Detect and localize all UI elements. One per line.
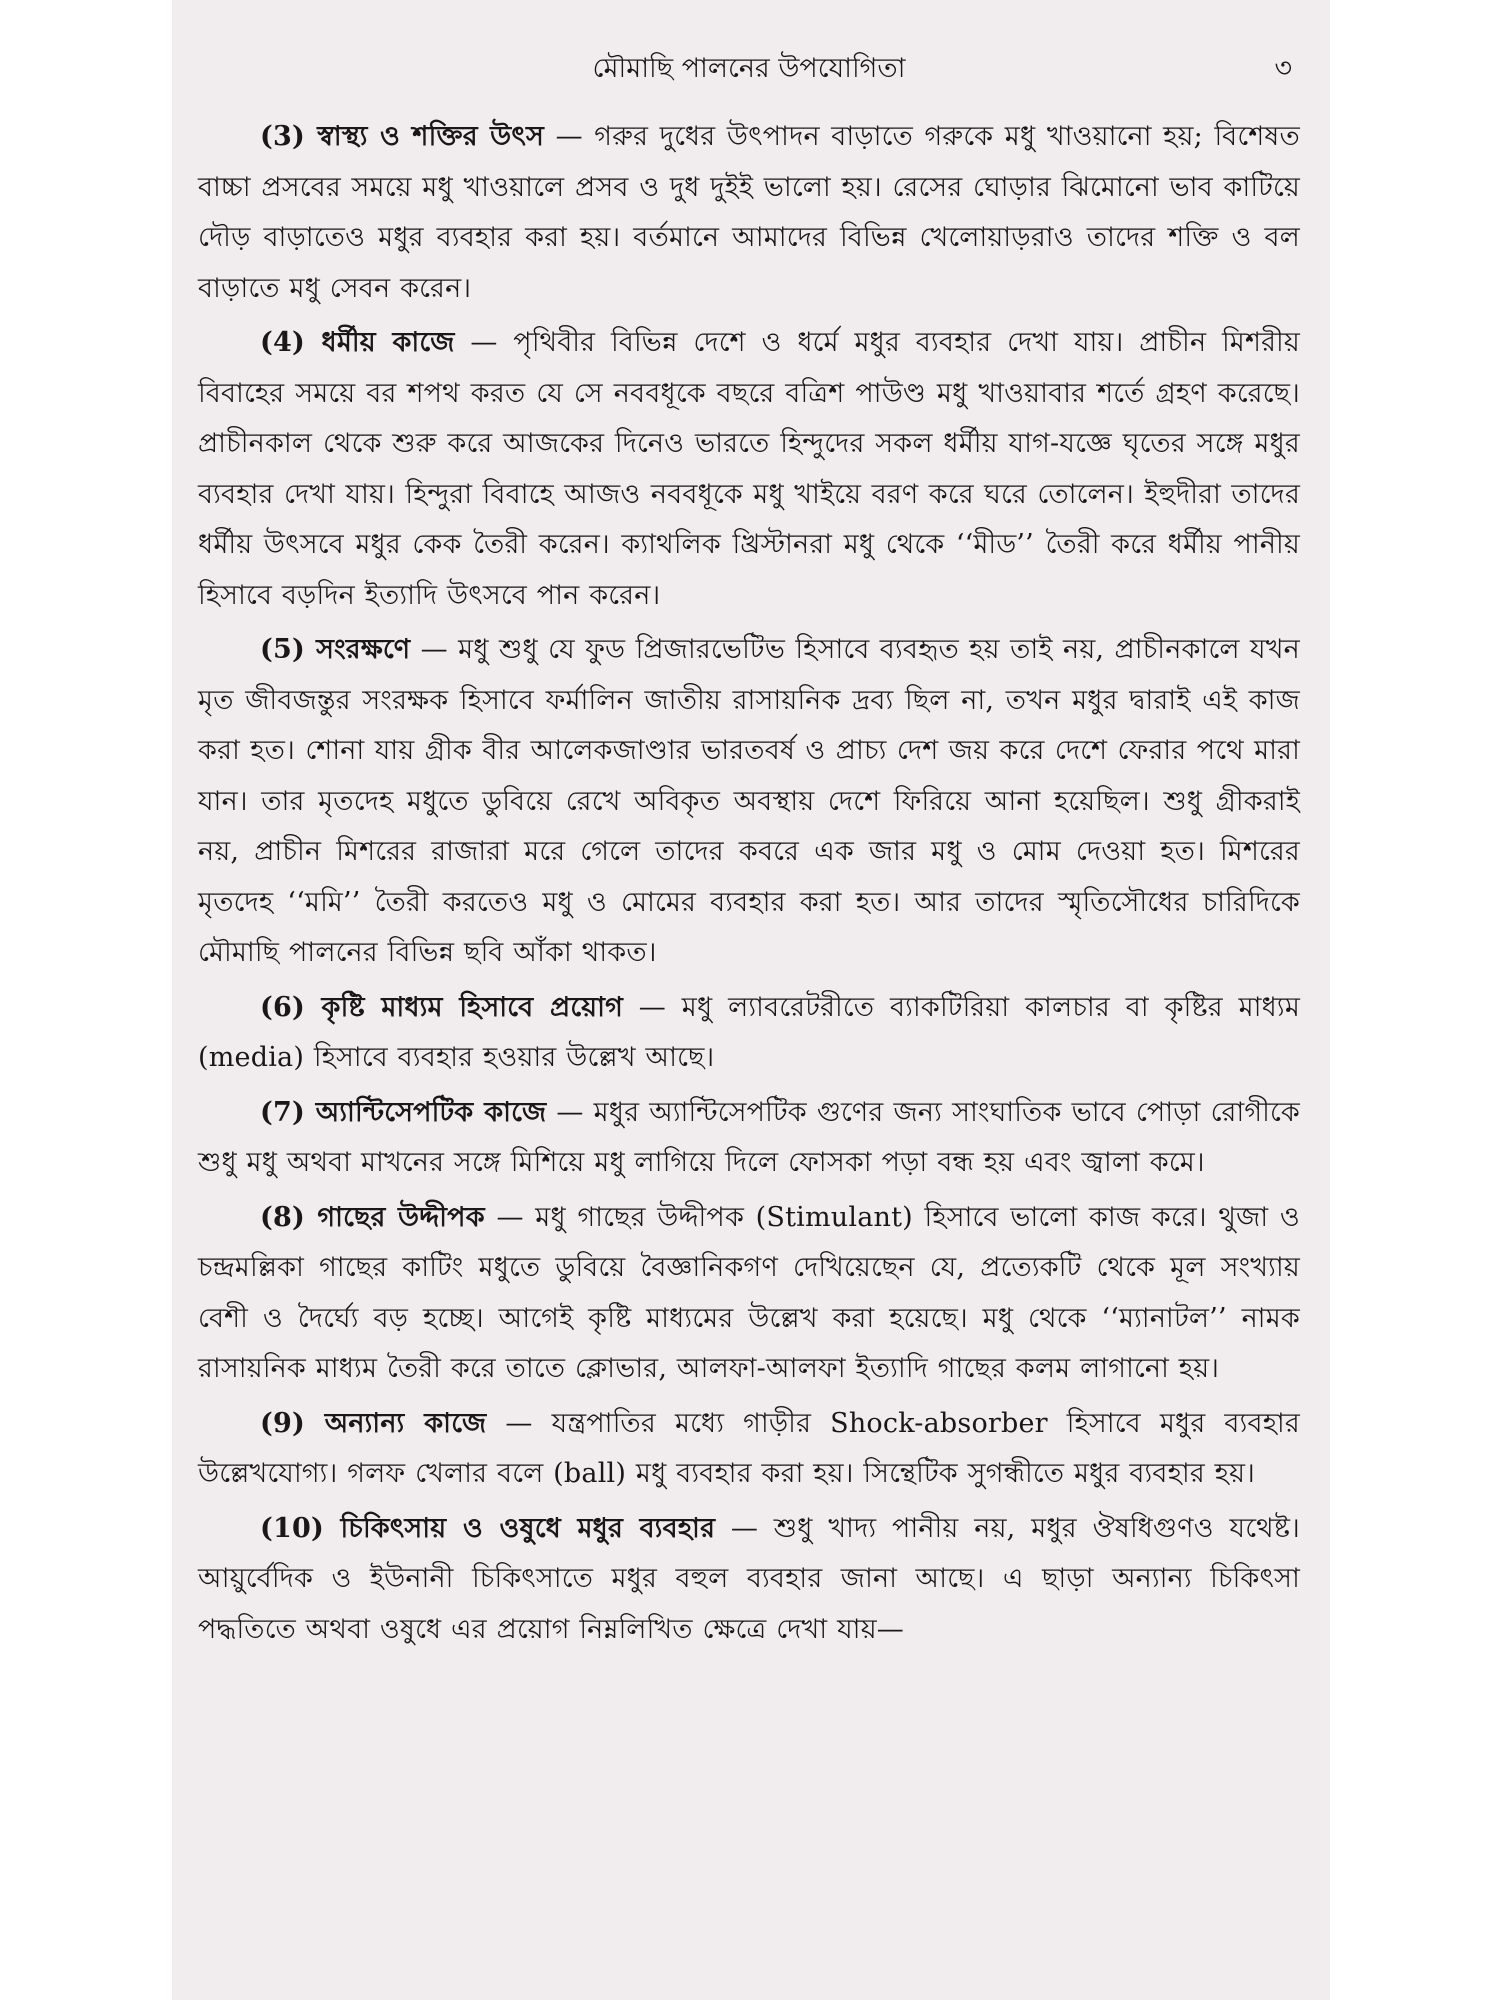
section-text: — মধু ল্যাবরেটরীতে ব্যাকটিরিয়া কালচার বা কৃষ্টির মাধ্যম (media) হিসাবে ব্যবহার হওয়ার উল্লেখ আছে। [198,991,1301,1073]
section-text: — পৃথিবীর বিভিন্ন দেশে ও ধর্মে মধুর ব্যবহার দেখা যায়। প্রাচীন মিশরীয় বিবাহের সময়ে বর শপথ করত যে সে নববধূকে বছরে বত্রিশ পাউণ্ড মধু খাওয়াবার শর্তে গ্রহণ করেছে। প্রাচীনকাল থেকে শুরু করে আজকের দিনেও ভারতে হিন্দুদের সকল ধর্মীয় যাগ-যজ্ঞে ঘৃতের সঙ্গে মধুর ব্যবহার দেখা যায়। হিন্দুরা বিবাহে আজও নববধূকে মধু খাইয়ে বরণ করে ঘরে তোলেন। ইহুদীরা তাদের ধর্মীয় উৎসবে মধুর কেক তৈরী করেন। ক্যাথলিক খ্রিস্টানরা মধু থেকে ‘‘মীড’’ তৈরী করে ধর্মীয় পানীয় হিসাবে বড়দিন ইত্যাদি উৎসবে পান করেন। [198,327,1300,611]
section-text: — মধুর অ্যান্টিসেপটিক গুণের জন্য সাংঘাতিক ভাবে পোড়া রোগীকে শুধু মধু অথবা মাখনের সঙ্গে মিশিয়ে মধু লাগিয়ে দিলে ফোসকা পড়া বন্ধ হয় এবং জ্বালা কমে। [198,1096,1300,1178]
section-heading: (6) কৃষ্টি মাধ্যম হিসাবে প্রয়োগ [260,991,624,1023]
paragraph-medical [198,1504,1300,1656]
page-content [198,112,1300,1655]
section-text: — মধু শুধু যে ফুড প্রিজারভেটিভ হিসাবে ব্যবহৃত হয় তাই নয়, প্রাচীনকালে যখন মৃত জীবজন্তুর সংরক্ষক হিসাবে ফর্মালিন জাতীয় রাসায়নিক দ্রব্য ছিল না, তখন মধুর দ্বারাই এই কাজ করা হত। শোনা যায় গ্রীক বীর আলেকজাণ্ডার ভারতবর্ষ ও প্রাচ্য দেশ জয় করে দেশে ফেরার পথে মারা যান। তার মৃতদেহ মধুতে ডুবিয়ে রেখে অবিকৃত অবস্থায় দেশে ফিরিয়ে আনা হয়েছিল। শুধু গ্রীকরাই নয়, প্রাচীন মিশরের রাজারা মরে গেলে তাদের কবরে এক জার মধু ও মোম দেওয়া হত। মিশরের মৃতদেহ ‘‘মমি’’ তৈরী করতেও মধু ও মোমের ব্যবহার করা হত। আর তাদের স্মৃতিসৌধের চারিদিকে মৌমাছি পালনের বিভিন্ন ছবি আঁকা থাকত। [198,634,1300,968]
paragraph-plant-stimulant [198,1193,1300,1395]
paragraph-other-uses [198,1399,1300,1500]
paragraph-health [198,112,1300,314]
running-title: মৌমাছি পালনের উপযোগিতা [592,53,906,84]
section-heading: (7) অ্যান্টিসেপটিক কাজে [260,1096,547,1128]
section-heading: (4) ধর্মীয় কাজে [260,327,455,358]
section-text: — গরুর দুধের উৎপাদন বাড়াতে গরুকে মধু খাওয়ানো হয়; বিশেষত বাচ্চা প্রসবের সময়ে মধু খাওয়ালে প্রসব ও দুধ দুইই ভালো হয়। রেসের ঘোড়ার ঝিমোনো ভাব কাটিয়ে দৌড় বাড়াতেও মধুর ব্যবহার করা হয়। বর্তমানে আমাদের বিভিন্ন খেলোয়াড়রাও তাদের শক্তি ও বল বাড়াতে মধু সেবন করেন। [198,121,1300,304]
paragraph-culture-media [198,983,1300,1084]
section-heading: (10) চিকিৎসায় ও ওষুধে মধুর ব্যবহার [260,1512,716,1544]
section-heading: (3) স্বাস্থ্য ও শক্তির উৎস [260,121,545,152]
book-page [172,0,1330,2000]
section-heading: (5) সংরক্ষণে [260,634,411,665]
paragraph-religious [198,318,1300,621]
section-text: — যন্ত্রপাতির মধ্যে গাড়ীর Shock-absorber হিসাবে মধুর ব্যবহার উল্লেখযোগ্য। গলফ খেলার বলে (ball) মধু ব্যবহার করা হয়। সিন্থেটিক সুগন্ধীতে মধুর ব্যবহার হয়। [198,1407,1300,1489]
paragraph-antiseptic [198,1088,1300,1189]
section-heading: (8) গাছের উদ্দীপক [260,1201,485,1233]
paragraph-preservation [198,625,1300,979]
section-text: — শুধু খাদ্য পানীয় নয়, মধুর ঔষধিগুণও যথেষ্ট। আয়ুর্বেদিক ও ইউনানী চিকিৎসাতে মধুর বহুল ব্যবহার জানা আছে। এ ছাড়া অন্যান্য চিকিৎসা পদ্ধতিতে অথবা ওষুধে এর প্রয়োগ নিম্নলিখিত ক্ষেত্রে দেখা যায়— [198,1512,1301,1645]
page-header [198,40,1300,98]
page-number: ৩ [1274,53,1292,84]
section-text: — মধু গাছের উদ্দীপক (Stimulant) হিসাবে ভালো কাজ করে। থুজা ও চন্দ্রমল্লিকা গাছের কাটিং মধুতে ডুবিয়ে বৈজ্ঞানিকগণ দেখিয়েছেন যে, প্রত্যেকটি থেকে মূল সংখ্যায় বেশী ও দৈর্ঘ্যে বড় হচ্ছে। আগেই কৃষ্টি মাধ্যমের উল্লেখ করা হয়েছে। মধু থেকে ‘‘ম্যানাটল’’ নামক রাসায়নিক মাধ্যম তৈরী করে তাতে ক্লোভার, আলফা-আলফা ইত্যাদি গাছের কলম লাগানো হয়। [198,1201,1300,1384]
section-heading: (9) অন্যান্য কাজে [260,1407,487,1439]
